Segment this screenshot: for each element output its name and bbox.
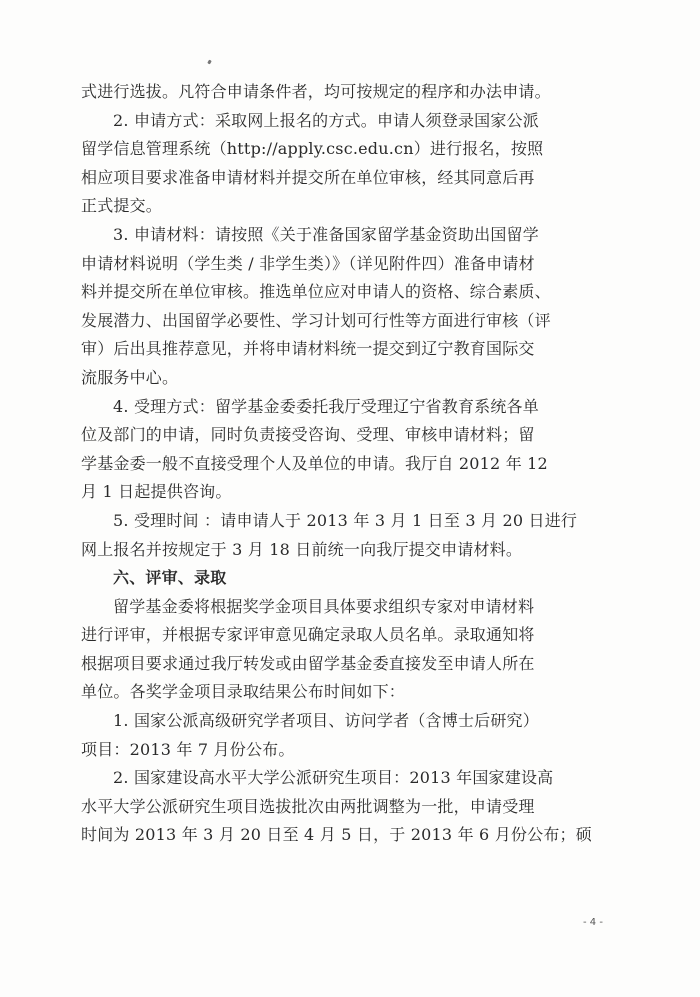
text-line-12: 4. 受理方式：留学基金委委托我厅受理辽宁省教育系统各单: [113, 396, 539, 416]
text-line-23: 1. 国家公派高级研究学者项目、访问学者（含博士后研究）: [113, 711, 539, 731]
page-number: - 4 -: [583, 917, 603, 928]
text-line-21: 根据项目要求通过我厅转发或由留学基金委直接发至申请人所在: [81, 653, 535, 673]
document-body: [81, 78, 621, 850]
text-line-26: 水平大学公派研究生项目选拔批次由两批调整为一批，申请受理: [81, 796, 535, 816]
text-line-7: 申请材料说明（学生类 / 非学生类）》（详见附件四）准备申请材: [81, 253, 535, 273]
text-line-1: 式进行选拔。凡符合申请条件者，均可按规定的程序和办法申请。: [81, 82, 551, 101]
text-line-4: 相应项目要求准备申请材料并提交所在单位审核，经其同意后再: [81, 167, 535, 187]
text-line-14: 学基金委一般不直接受理个人及单位的申请。我厅自 2012 年 12: [81, 453, 548, 473]
text-line-20: 进行评审，并根据专家评审意见确定录取人员名单。录取通知将: [81, 625, 535, 645]
text-line-27: 时间为 2013 年 3 月 20 日至 4 月 5 日，于 2013 年 6 月份公布；硕: [81, 825, 592, 845]
text-line-19: 留学基金委将根据奖学金项目具体要求组织专家对申请材料: [113, 596, 535, 616]
text-line-25: 2. 国家建设高水平大学公派研究生项目：2013 年国家建设高: [113, 768, 554, 788]
text-line-17: 网上报名并按规定于 3 月 18 日前统一向我厅提交申请材料。: [81, 539, 523, 559]
text-line-10: 审）后出具推荐意见，并将申请材料统一提交到辽宁教育国际交: [81, 339, 535, 359]
text-line-8: 料并提交所在单位审核。推选单位应对申请人的资格、综合素质、: [81, 282, 551, 302]
text-line-5: 正式提交。: [81, 196, 163, 216]
text-line-3: 留学信息管理系统（http://apply.csc.edu.cn）进行报名，按照: [81, 139, 544, 159]
text-line-2: 2. 申请方式：采取网上报名的方式。申请人须登录国家公派: [113, 110, 539, 130]
text-line-16: 5. 受理时间 ：请申请人于 2013 年 3 月 1 日至 3 月 20 日进行: [113, 510, 578, 530]
scan-speck: [207, 60, 212, 65]
text-line-24: 项目：2013 年 7 月份公布。: [81, 739, 295, 759]
text-line-22: 单位。各奖学金项目录取结果公布时间如下：: [81, 682, 406, 702]
text-line-11: 流服务中心。: [81, 367, 179, 387]
text-line-9: 发展潜力、出国留学必要性、学习计划可行性等方面进行审核（评: [81, 310, 551, 330]
text-line-6: 3. 申请材料：请按照《关于准备国家留学基金资助出国留学: [113, 224, 539, 244]
section-heading: 六、评审、录取: [113, 568, 227, 588]
text-line-15: 月 1 日起提供咨询。: [81, 482, 232, 502]
text-line-13: 位及部门的申请，同时负责接受咨询、受理、审核申请材料；留: [81, 425, 535, 445]
